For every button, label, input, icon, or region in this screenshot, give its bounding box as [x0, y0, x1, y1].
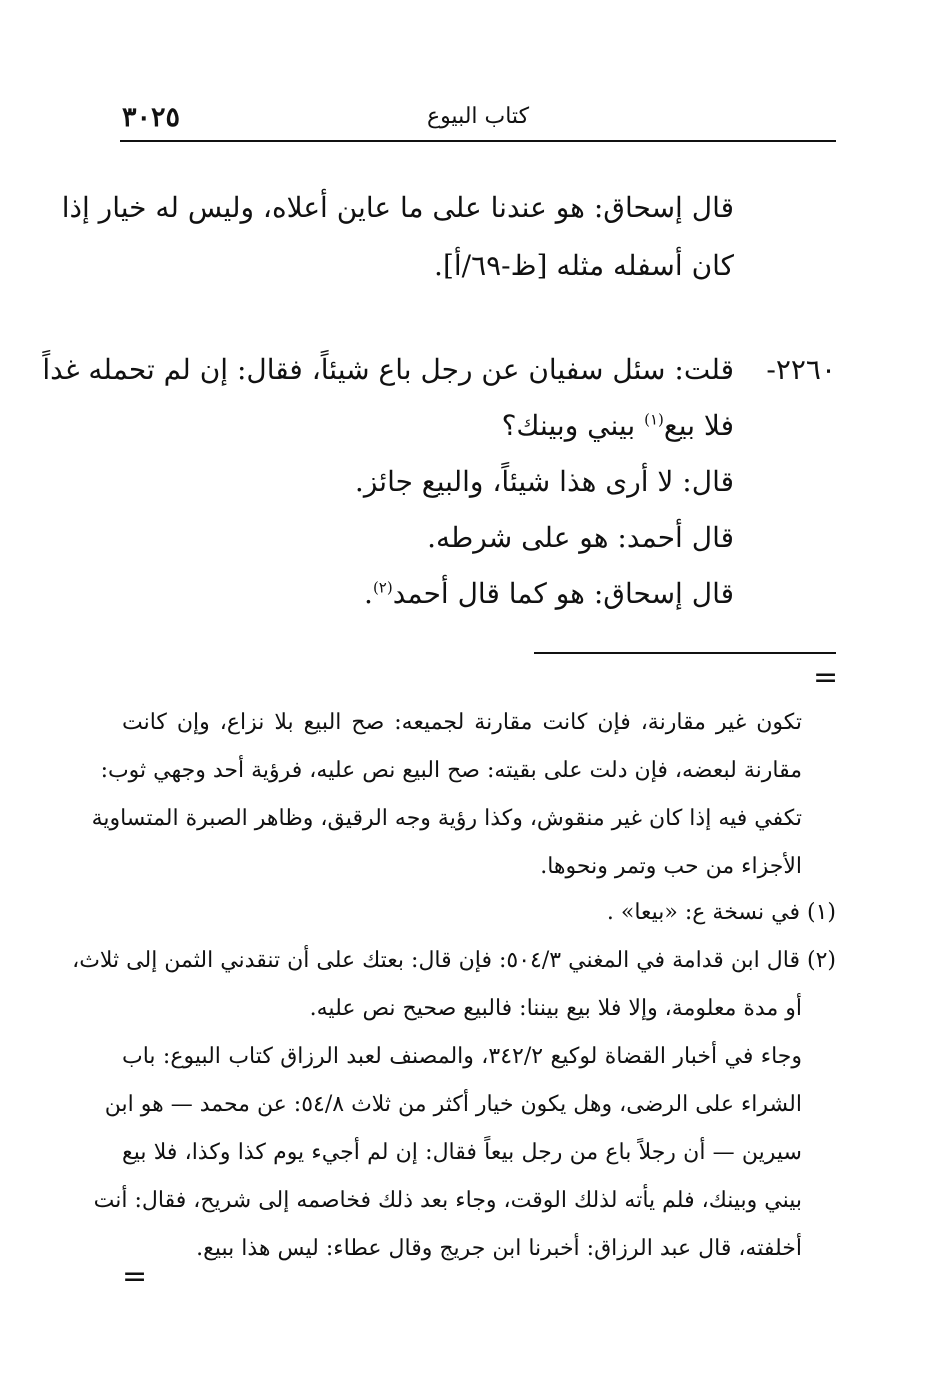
main-line	[364, 574, 734, 614]
main-line: قلت: سئل سفيان عن رجل باع شيئاً، فقال: إن لم تحمله غداً	[42, 353, 734, 386]
main-line: قال أحمد: هو على شرطه.	[427, 521, 734, 554]
footnote-2-line: بيني وبينك، فلم يأته لذلك الوقت، وجاء بعد ذلك فخاصمه إلى شريح، فقال: أنت	[93, 1188, 802, 1213]
main-line: قال: لا أرى هذا شيئاً، والبيع جائز.	[354, 465, 734, 498]
main-line: كان أسفله مثله [ظ-٦٩/أ].	[434, 249, 734, 282]
running-head	[120, 100, 836, 142]
footnote-ref: (٢)	[372, 578, 393, 597]
item-number: ٢٢٦٠-	[766, 353, 836, 386]
footnote-2-line: أخلفته، قال عبد الرزاق: أخبرنا ابن جريج وقال عطاء: ليس هذا ببيع.	[196, 1236, 802, 1261]
main-text: بيني وبينك؟	[501, 409, 645, 442]
footnote-2-line: (٢) قال ابن قدامة في المغني ٥٠٤/٣: فإن قال: بعتك على أن تنقدني الثمن إلى ثلاث،	[72, 948, 836, 973]
footnote-separator	[534, 652, 836, 654]
footnote-2-line: أو مدة معلومة، وإلا فلا بيع بيننا: فالبيع صحيح نص عليه.	[309, 996, 802, 1021]
footnote-line: الأجزاء من حب وتمر ونحوها.	[540, 854, 802, 879]
continues-mark: =	[122, 1259, 148, 1294]
footnote-1: (١) في نسخة ع: «بيعا» .	[606, 900, 836, 925]
footnote-2-line: وجاء في أخبار القضاة لوكيع ٣٤٢/٢، والمصنف لعبد الرزاق كتاب البيوع: باب	[122, 1044, 803, 1069]
continuation-mark: =	[813, 660, 839, 695]
main-text: قال إسحاق: هو كما قال أحمد	[392, 577, 734, 610]
page-number: ٣٠٢٥	[122, 102, 181, 133]
footnote-ref: (١)	[644, 410, 664, 429]
footnote-2-line: سيرين — أن رجلاً باع من رجل بيعاً فقال: إن لم أجيء يوم كذا وكذا، فلا بيع	[122, 1140, 802, 1165]
footnote-line: مقارنة لبعضه، فإن دلت على بقيته: صح البيع نص عليه، فرؤية أحد وجهي ثوب:	[100, 758, 802, 783]
main-line	[502, 406, 734, 446]
main-text: فلا بيع	[663, 409, 734, 442]
footnote-line: تكون غير مقارنة، فإن كانت مقارنة لجميعه: صح البيع بلا نزاع، وإن كانت	[122, 710, 802, 735]
footnote-2-line: الشراء على الرضى، وهل يكون خيار أكثر من ثلاث ٥٤/٨: عن محمد — هو ابن	[104, 1092, 802, 1117]
book-title: كتاب البيوع	[426, 104, 530, 129]
main-text: .	[364, 577, 373, 610]
main-line: قال إسحاق: هو عندنا على ما عاين أعلاه، وليس له خيار إذا	[61, 191, 734, 224]
footnote-line: تكفي فيه إذا كان غير منقوش، وكذا رؤية وجه الرقيق، وظاهر الصبرة المتساوية	[91, 806, 802, 831]
